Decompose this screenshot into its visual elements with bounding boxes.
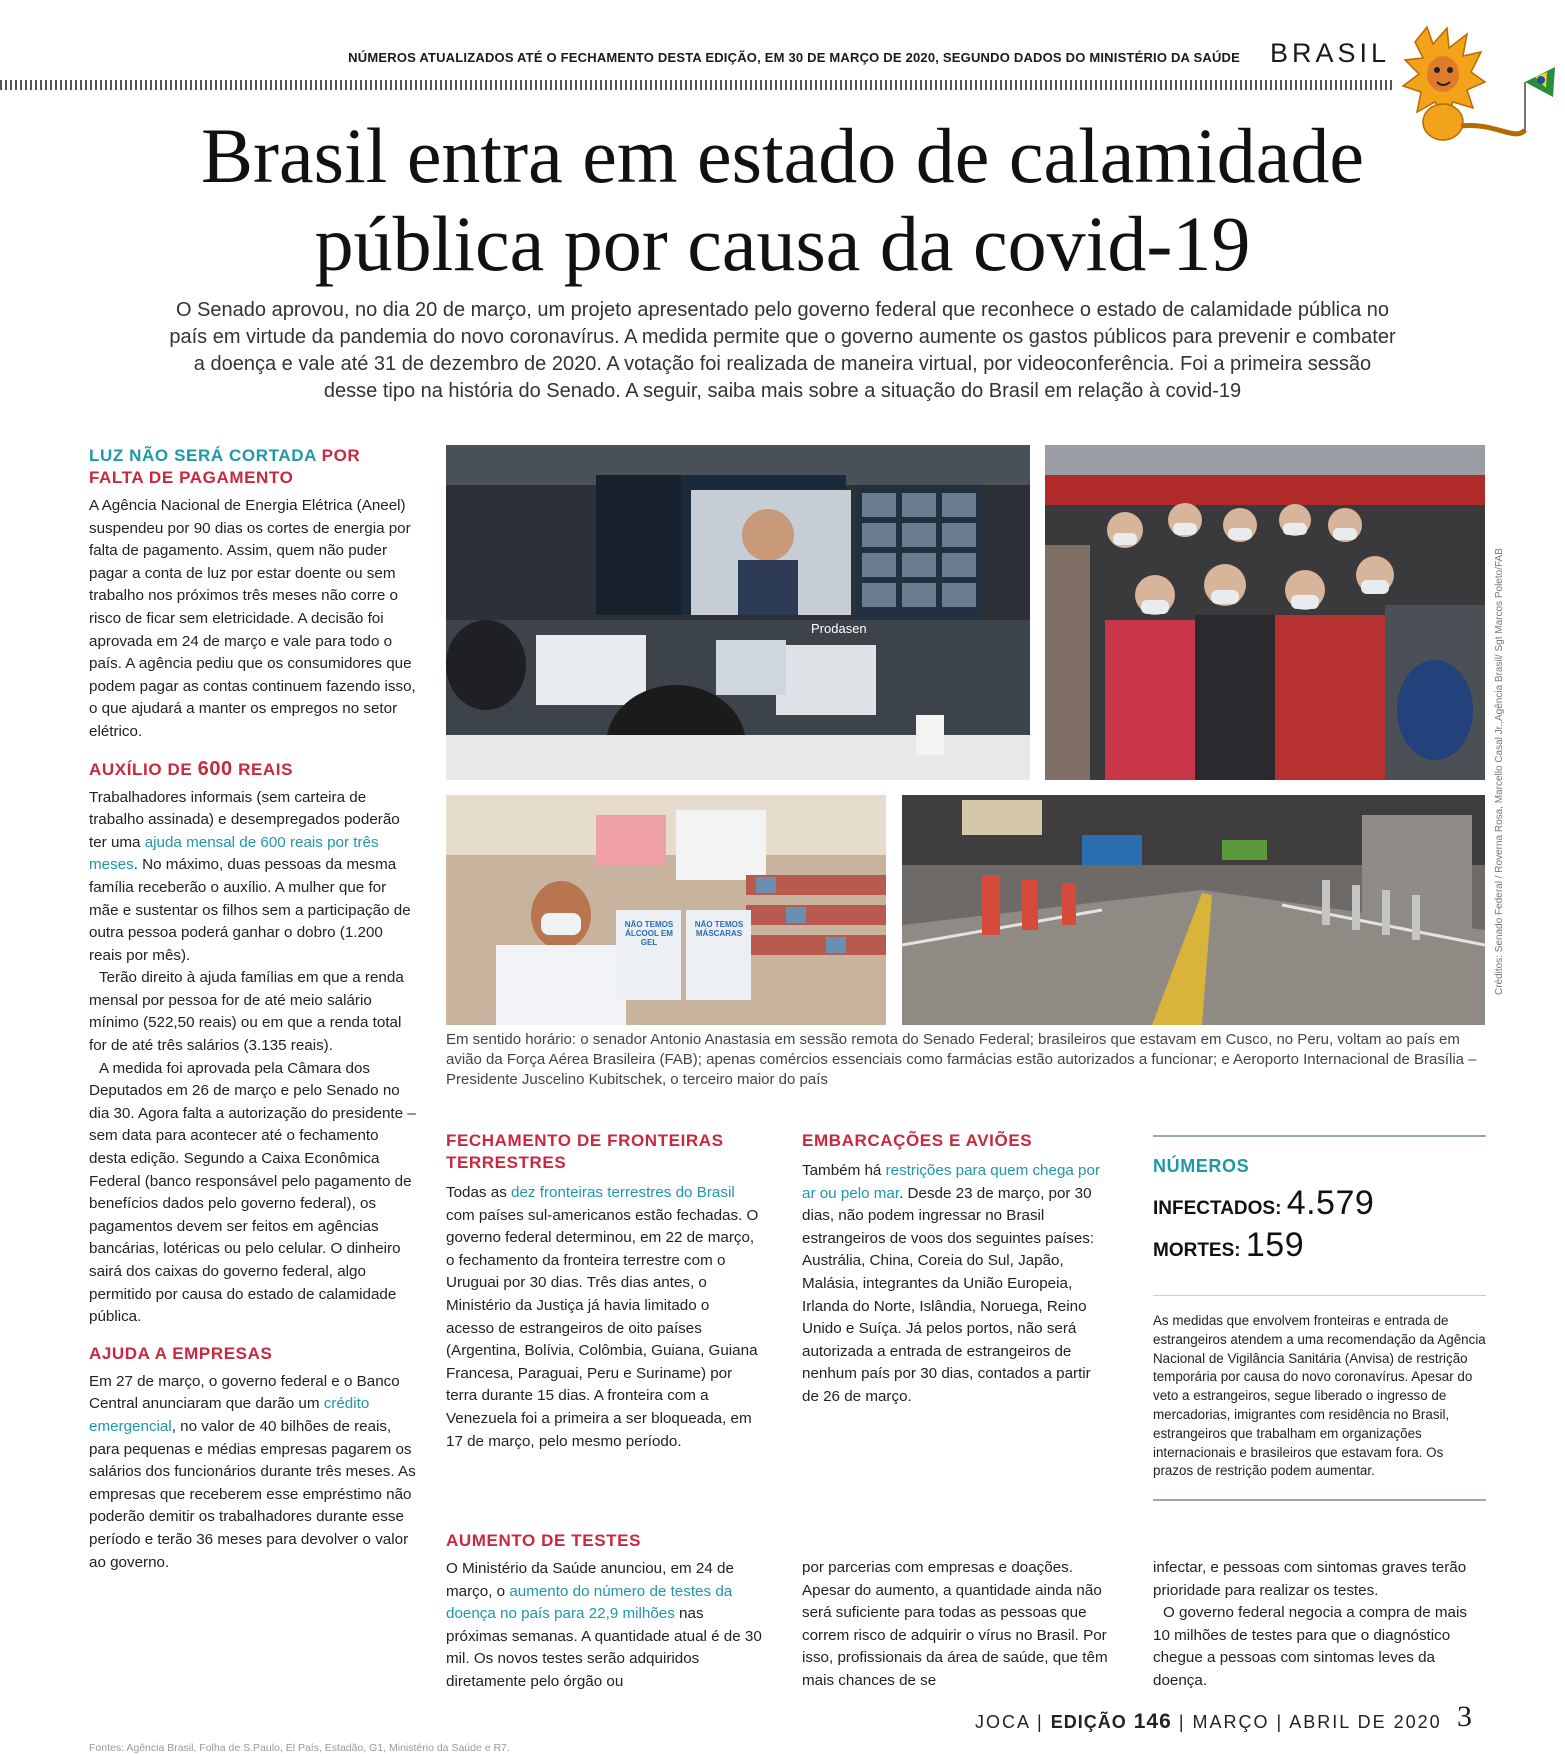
testes-continued-2 xyxy=(1153,1557,1483,1693)
footer-separator: | xyxy=(1037,1712,1051,1732)
testes-continued-1: por parcerias com empresas e doações. Apesar do aumento, a quantidade ainda não será suficiente para todas as pessoas que correm risco de adquirir o vírus no Brasil. Por isso, profissionais da área de saúde, que têm mais chances de se xyxy=(802,1559,1108,1689)
numbers-note: As medidas que envolvem fronteiras e entrada de estrangeiros atendem a uma recomendação da Agência Nacional de Vigilância Sanitária (Anvisa) de restrição temporária por causa do novo coronavírus. Apesar do veto a estrangeiros, segue liberado o ingresso de mercadorias, imigrantes com residência no Brasil, estrangeiros que trabalham em organizações internacionais e brasileiros que estavam fora. Os prazos de restrição podem aumentar. xyxy=(1153,1295,1486,1481)
empresas-heading: AJUDA A EMPRESAS xyxy=(89,1343,273,1363)
article-intro: O Senado aprovou, no dia 20 de março, um projeto apresentado pelo governo federal que reconhece o estado de calamidade pública no país em virtude da pandemia do novo coronavírus. A medida permite que o governo aumente os gastos públicos para prevenir e combater a doença e vale até 31 de dezembro de 2020. A votação foi realizada de maneira virtual, por videoconferência. Foi a primeira sessão desse tipo na história do Senado. A seguir, saiba mais sobre a situação do Brasil em relação à covid-19 xyxy=(169,299,1396,402)
footer-edition-number: 146 xyxy=(1133,1710,1172,1733)
auxilio-heading-a: AUXÍLIO DE xyxy=(89,759,198,779)
auxilio-heading-c: REAIS xyxy=(232,759,294,779)
footer-brand: JOCA xyxy=(975,1712,1031,1732)
left-column xyxy=(89,445,419,1588)
section-empresas xyxy=(89,1343,419,1574)
fronteiras-rest: com países sul-americanos estão fechadas. O governo federal determinou, em 22 de março, o fechamento da fronteira terrestre com o Uruguai por 30 dias. Três dias antes, o Ministério da Justiça já havia limitado o acesso de estrangeiros de oito países (Argentina, Bolívia, Colômbia, Guiana, Guiana Francesa, Paraguai, Peru e Suriname) por terra durante 15 dias. A fronteira com a Venezuela foi a primeira a ser bloqueada, em 17 de março, pelo mesmo período. xyxy=(446,1206,759,1450)
section-luz xyxy=(89,445,419,744)
luz-heading-part2: POR FALTA DE PAGAMENTO xyxy=(89,446,361,487)
title-line-1: Brasil entra em estado de calamidade xyxy=(201,112,1364,199)
column-fronteiras xyxy=(446,1130,761,1453)
embarcacoes-highlight: restrições para quem chega por ar ou pelo mar xyxy=(802,1162,1101,1202)
deaths-label: MORTES: xyxy=(1153,1240,1241,1261)
auxilio-p3: A medida foi aprovada pela Câmara dos Deputados em 26 de março e pelo Senado no dia 30. Agora falta a autorização do presidente – sem data para acontecer até o fechamento desta edição. Segundo a Caixa Econômica Federal (banco responsável pelo pagamento de benefícios dados pelo governo federal), os pagamentos devem ser feitos em agências bancárias, lotéricas ou pelo celular. O dinheiro sairá dos caixas do governo federal, algo permitido por causa do estado de calamidade pública. xyxy=(89,1059,416,1326)
top-note: NÚMEROS ATUALIZADOS ATÉ O FECHAMENTO DESTA EDIÇÃO, EM 30 DE MARÇO DE 2020, SEGUNDO DADOS DO MINISTÉRIO DA SAÚDE xyxy=(348,50,1240,65)
photo-airport xyxy=(902,795,1485,1025)
testes-col3-b: O governo federal negocia a compra de mais 10 milhões de testes para que o diagnóstico chegue a pessoas com sintomas leves da doença. xyxy=(1153,1604,1467,1689)
title-line-2: pública por causa da covid-19 xyxy=(314,200,1251,287)
photo-caption: Em sentido horário: o senador Antonio Anastasia em sessão remota do Senado Federal; brasileiros que estavam em Cusco, no Peru, voltam ao país em avião da Força Aérea Brasileira (FAB); apenas comércios essenciais como farmácias estão autorizados a funcionar; e Aeroporto Internacional de Brasília – Presidente Juscelino Kubitschek, o terceiro maior do país xyxy=(446,1031,1477,1088)
photo-fab-plane xyxy=(1045,445,1485,780)
section-label: BRASIL xyxy=(1270,38,1391,68)
footer-month-2: ABRIL DE 2020 xyxy=(1289,1712,1442,1732)
testes-body xyxy=(446,1558,766,1694)
footer-line xyxy=(975,1710,1442,1734)
article-title xyxy=(60,112,1505,288)
empresas-text: Em 27 de março, o governo federal e o Banco Central anunciaram que darão um xyxy=(89,1372,400,1413)
infected-value: 4.579 xyxy=(1286,1184,1375,1222)
auxilio-highlight: ajuda mensal de 600 reais por três meses xyxy=(89,833,379,874)
photo-pharmacy xyxy=(446,795,886,1025)
testes-rest: nas próximas semanas. A quantidade atual é de 30 mil. Os novos testes serão adquiridos diretamente pelo órgão ou xyxy=(446,1605,762,1690)
embarcacoes-text: Também há xyxy=(802,1162,886,1179)
numbers-heading: NÚMEROS xyxy=(1153,1156,1250,1176)
photo-credits: Créditos: Senado Federal / Roverna Rosa, Marcello Casal Jr.,Agência Brasil/ Sgt Marcos Poleto/FAB xyxy=(1494,548,1505,995)
fronteiras-text: Todas as xyxy=(446,1184,512,1201)
empresas-body xyxy=(89,1371,419,1574)
fronteiras-body xyxy=(446,1182,761,1453)
fronteiras-heading: FECHAMENTO DE FRONTEIRAS TERRESTRES xyxy=(446,1131,724,1172)
testes-text: O Ministério da Saúde anunciou, em 24 de março, o xyxy=(446,1560,734,1600)
testes-col3-a: infectar, e pessoas com sintomas graves terão prioridade para realizar os testes. xyxy=(1153,1559,1467,1599)
screen-label: Prodasen xyxy=(811,621,867,636)
testes-heading: AUMENTO DE TESTES xyxy=(446,1531,642,1550)
sources-note: Fontes: Agência Brasil, Folha de S.Paulo, El País, Estadão, G1, Ministério da Saúde e R7. xyxy=(89,1742,510,1754)
header-stripe xyxy=(0,80,1395,90)
pharmacy-sign-1: NÃO TEMOS ÁLCOOL EM GEL xyxy=(624,920,674,947)
luz-heading xyxy=(89,445,419,489)
auxilio-heading-amount: 600 xyxy=(197,757,233,780)
numbers-box xyxy=(1153,1135,1486,1501)
footer-separator: | xyxy=(1178,1712,1193,1732)
page-number: 3 xyxy=(1457,1700,1472,1733)
embarcacoes-rest: . Desde 23 de março, por 30 dias, não podem ingressar no Brasil estrangeiros de voos dos seguintes países: Austrália, China, Coreia do Sul, Japão, Malásia, integrantes da União Europeia, Irlanda do Norte, Islândia, Noruega, Reino Unido e Suíça. Já pelos portos, não será autorizada a entrada de estrangeiros de nenhum país por 30 dias, contados a partir de 26 de março. xyxy=(802,1184,1095,1405)
column-testes xyxy=(446,1530,766,1694)
pharmacy-sign-2: NÃO TEMOS MÁSCARAS xyxy=(694,920,744,938)
auxilio-p1-text: Trabalhadores informais (sem carteira de trabalho assinada) e desempregados poderão ter uma xyxy=(89,788,400,851)
footer-edition-label: EDIÇÃO xyxy=(1050,1712,1127,1732)
luz-body: A Agência Nacional de Energia Elétrica (Aneel) suspendeu por 90 dias os cortes de energia por falta de pagamento. Assim, quem não puder pagar a conta de luz por estar doente ou sem trabalho nos próximos três meses não corre o risco de ficar sem eletricidade. A decisão foi aprovada em 24 de março e vale para todo o país. A agência pediu que os consumidores que podem pagar as contas continuem fazendo isso, o que ajudará a manter os empregos no setor elétrico. xyxy=(89,497,416,740)
column-embarcacoes xyxy=(802,1130,1102,1409)
fronteiras-highlight: dez fronteiras terrestres do Brasil xyxy=(511,1184,735,1201)
numbers-divider xyxy=(1153,1499,1486,1501)
footer-separator: | xyxy=(1276,1712,1284,1732)
infected-label: INFECTADOS: xyxy=(1153,1198,1282,1219)
embarcacoes-body xyxy=(802,1160,1102,1409)
photo-senate-session xyxy=(446,445,1030,780)
auxilio-p1 xyxy=(89,787,419,968)
empresas-rest: , no valor de 40 bilhões de reais, para pequenas e médias empresas pagarem os salários dos funcionários durante três meses. As empresas que receberem esse empréstimo não poderão demitir os trabalhadores durante esse período e terão 36 meses para devolver o valor ao governo. xyxy=(89,1417,416,1571)
deaths-value: 159 xyxy=(1245,1226,1305,1264)
footer-month-1: MARÇO xyxy=(1192,1712,1270,1732)
empresas-highlight: crédito emergencial xyxy=(89,1395,370,1435)
infected-stat xyxy=(1153,1185,1486,1227)
embarcacoes-heading: EMBARCAÇÕES E AVIÕES xyxy=(802,1131,1033,1150)
auxilio-heading xyxy=(89,758,419,781)
testes-highlight: aumento do número de testes da doença no país para 22,9 milhões xyxy=(446,1582,733,1623)
deaths-stat xyxy=(1153,1227,1486,1269)
section-auxilio xyxy=(89,758,419,1329)
auxilio-p2: Terão direito à ajuda famílias em que a renda mensal por pessoa for de até meio salário mínimo (522,50 reais) ou em que a renda total for de até três salários (3.135 reais). xyxy=(89,969,404,1055)
auxilio-p1-rest: . No máximo, duas pessoas da mesma família receberão o auxílio. A mulher que for mãe e sustentar os filhos sem a participação de outra pessoa poderá ganhar o dobro (1.200 reais por mês). xyxy=(89,856,411,964)
luz-heading-part1: LUZ NÃO SERÁ CORTADA xyxy=(89,446,322,465)
